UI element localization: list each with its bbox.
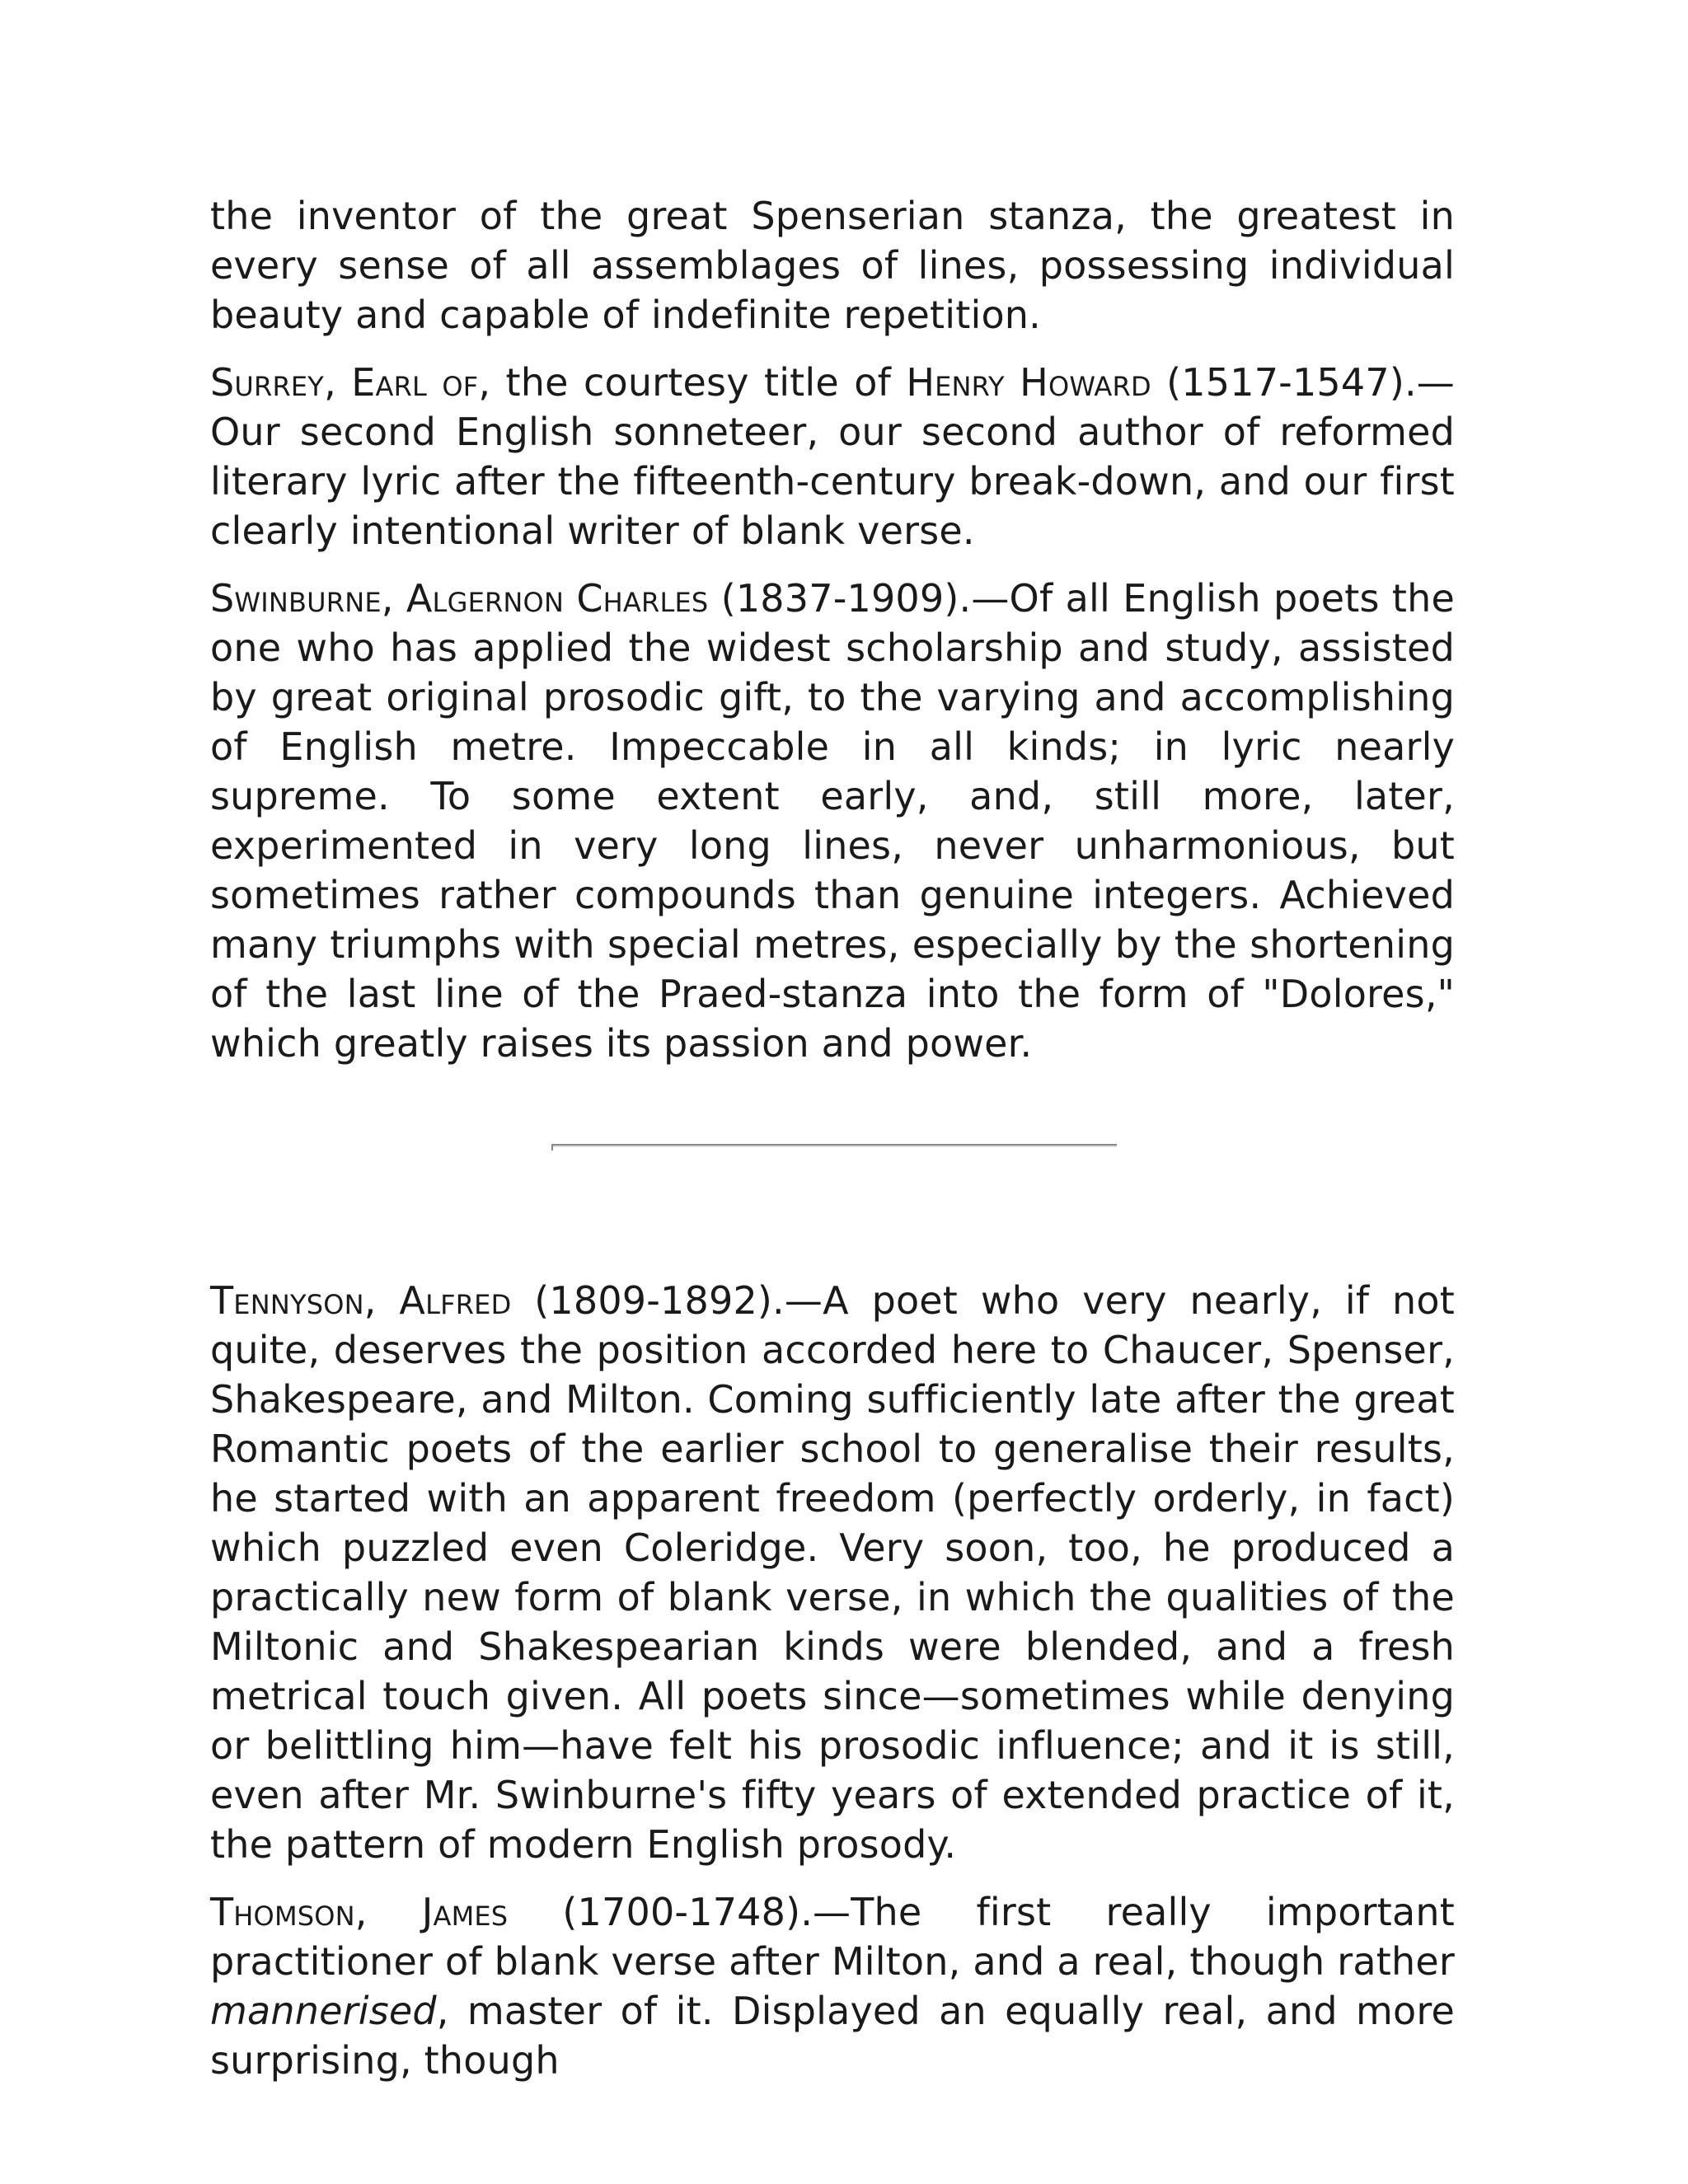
- entry-thomson: [210, 1887, 1455, 2085]
- entry-name-real: Henry Howard: [906, 360, 1151, 405]
- entry-tennyson: [210, 1276, 1455, 1869]
- paragraph-text: the inventor of the great Spenserian stanza, the greatest in every sense of all assemblages of lines, possessing individual beauty and capable of indefinite repetition.: [210, 194, 1455, 337]
- entry-mid-text: , the courtesy title of: [478, 360, 907, 405]
- document-page: [210, 191, 1455, 2103]
- comma: ,: [363, 1278, 400, 1323]
- paragraph-spenser-continuation: [210, 191, 1455, 340]
- entry-body: (1837-1909).—Of all English poets the one who has applied the widest scholarship and study, assisted by great original prosodic gift, to the varying and accomplishing of English metre. Impeccable in all kinds; in lyric nearly supreme. To some extent early, and, still more, later, experimented in very long lines, never unharmonious, but sometimes rather compounds than genuine integers. Achieved many triumphs with special metres, especially by the shortening of the last line of the Praed-stanza into the form of "Dolores," which greatly raises its passion and power.: [210, 576, 1455, 1066]
- entry-name-surname: Swinburne: [210, 576, 382, 621]
- comma: ,: [324, 360, 352, 405]
- entry-body: (1517-1547).—Our second English sonneteer, our second author of reformed literary lyric after the fifteenth-century break-down, and our first clearly intentional writer of blank verse.: [210, 360, 1455, 553]
- section-divider: [210, 1086, 1455, 1276]
- entry-name-surname: Thomson: [210, 1890, 355, 1934]
- comma: ,: [381, 576, 406, 621]
- entry-body-b: , master of it. Displayed an equally real, and more surprising, though: [210, 1989, 1455, 2083]
- entry-name-title: Earl of: [351, 360, 479, 405]
- entry-name-given: Alfred: [399, 1278, 512, 1323]
- entry-surrey: [210, 358, 1455, 555]
- entry-body-emphasis: mannerised: [210, 1989, 437, 2033]
- comma: ,: [354, 1890, 422, 1934]
- entry-body-a: (1700-1748).—The first really important practitioner of blank verse after Milton, and a real, though rather: [210, 1890, 1455, 1984]
- entry-body: (1809-1892).—A poet who very nearly, if not quite, deserves the position accorded here to Chaucer, Spenser, Shakespeare, and Milton. Coming sufficiently late after the great Romantic poets of the earlier school to generalise their results, he started with an apparent freedom (perfectly orderly, in fact) which puzzled even Coleridge. Very soon, too, he produced a practically new form of blank verse, in which the qualities of the Miltonic and Shakespearian kinds were blended, and a fresh metrical touch given. All poets since—sometimes while denying or belittling him—have felt his prosodic influence; and it is still, even after Mr. Swinburne's fifty years of extended practice of it, the pattern of modern English prosody.: [210, 1278, 1455, 1867]
- entry-name-surname: Tennyson: [210, 1278, 364, 1323]
- entry-name-given: Algernon Charles: [406, 576, 709, 621]
- entry-name-surname: Surrey: [210, 360, 325, 405]
- entry-name-given: James: [421, 1890, 509, 1934]
- entry-swinburne: [210, 574, 1455, 1068]
- horizontal-rule: [551, 1144, 1117, 1147]
